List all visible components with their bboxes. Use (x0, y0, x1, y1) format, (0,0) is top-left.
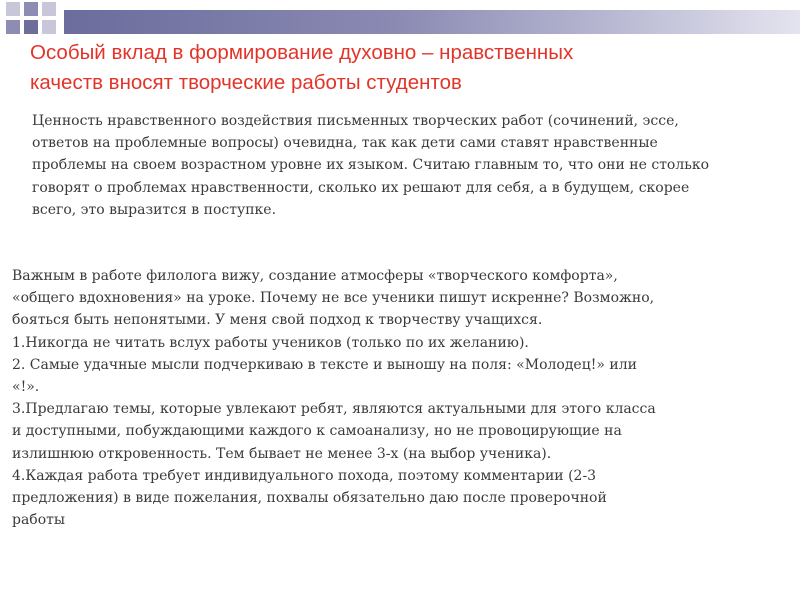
decor-square (6, 2, 20, 16)
text-line: работы (12, 512, 66, 529)
decor-square (42, 2, 56, 16)
text-line: предложения) в виде пожелания, похвалы обязательно даю после проверочной (12, 490, 607, 507)
list-item: 4.Каждая работа требует индивидуального похода, поэтому комментарии (2-3 (12, 467, 597, 484)
decor-square (24, 2, 38, 16)
list-item: 2. Самые удачные мысли подчеркиваю в тексте и выношу на поля: «Молодец!» или (12, 356, 637, 373)
slide-title (30, 38, 770, 98)
title-line: качеств вносят творческие работы студентов (30, 71, 462, 94)
intro-paragraph: Ценность нравственного воздействия письменных творческих работ (сочинений, эссе, ответов на проблемные вопросы) очевидна, так как дети сами ставят нравственные проблемы на своем возрастном уровне их языком. Считаю главным то, что они не столько говорят о проблемах нравственности, сколько их решают для себя, а в будущем, скорее всего, это выразится в поступке. (32, 113, 710, 218)
text-line: Важным в работе филолога вижу, создание атмосферы «творческого комфорта», (12, 268, 618, 284)
method-list (12, 265, 792, 531)
decor-square (42, 20, 56, 34)
list-item: 1.Никогда не читать вслух работы учеников (только по их желанию). (12, 334, 529, 351)
text-line: и доступными, побуждающими каждого к самоанализу, но не провоцирующие на (12, 423, 622, 440)
text-line: бояться быть непонятыми. У меня свой подход к творчеству учащихся. (12, 312, 543, 329)
header-gradient-bar (64, 10, 800, 34)
text-line: излишнюю откровенность. Тем бывает не менее 3-х (на выбор ученика). (12, 445, 552, 462)
list-item: 3.Предлагаю темы, которые увлекают ребят, являются актуальными для этого класса (12, 401, 656, 418)
text-line: «!». (12, 379, 40, 396)
decor-square (24, 20, 38, 34)
title-line: Особый вклад в формирование духовно – нравственных (30, 41, 574, 64)
text-line: «общего вдохновения» на уроке. Почему не все ученики пишут искренне? Возможно, (12, 290, 655, 307)
decor-square (6, 20, 20, 34)
